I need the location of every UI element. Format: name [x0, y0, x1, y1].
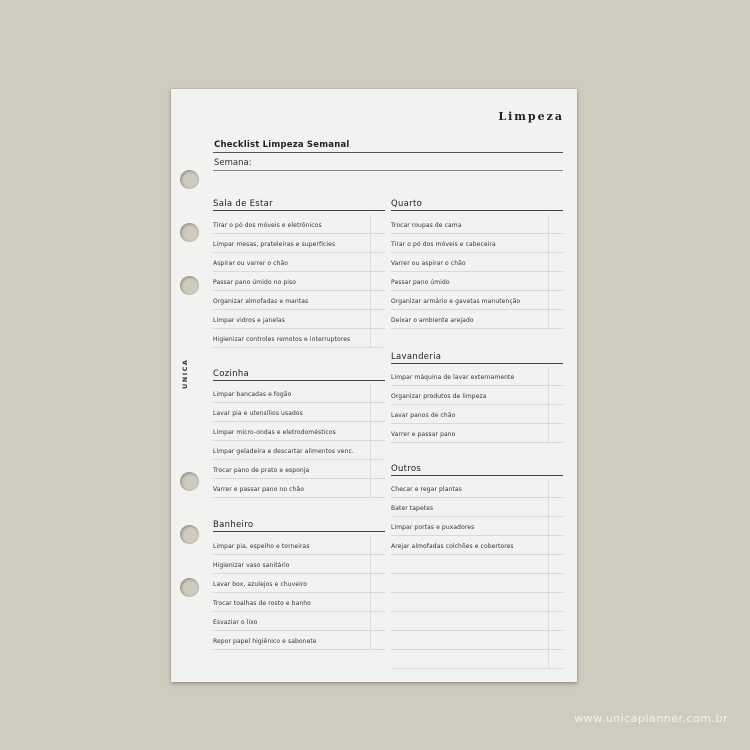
check-column-divider	[548, 234, 549, 252]
checklist-row[interactable]	[391, 498, 563, 517]
checklist-row[interactable]	[391, 424, 563, 443]
checklist-item-label: Higienizar controles remotos e interruptores	[213, 336, 351, 343]
section-rule	[213, 210, 385, 211]
check-column-divider	[370, 612, 371, 630]
checklist-row[interactable]	[213, 460, 385, 479]
checklist-row[interactable]	[213, 574, 385, 593]
check-column-divider	[370, 422, 371, 440]
checklist-item-label: Trocar roupas de cama	[391, 222, 462, 229]
check-column-divider	[548, 291, 549, 309]
checklist-row[interactable]	[213, 272, 385, 291]
check-column-divider	[548, 650, 549, 668]
checklist-item-label: Limpar micro-ondas e eletrodomésticos	[213, 429, 336, 436]
section-rule	[213, 380, 385, 381]
check-column-divider	[548, 555, 549, 573]
checklist-item-label: Organizar produtos de limpeza	[391, 393, 487, 400]
checklist-row[interactable]	[391, 631, 563, 650]
check-column-divider	[548, 574, 549, 592]
section-title-sala: Sala de Estar	[213, 199, 273, 209]
check-column-divider	[370, 215, 371, 233]
binder-hole	[180, 578, 199, 597]
section-title-outros: Outros	[391, 464, 422, 474]
binder-hole	[180, 170, 199, 189]
checklist-item-label: Varrer ou aspirar o chão	[391, 260, 466, 267]
page-heading: Limpeza	[498, 110, 564, 123]
week-field-line	[213, 170, 563, 171]
binder-hole	[180, 472, 199, 491]
section-rule	[213, 531, 385, 532]
section-title-cozinha: Cozinha	[213, 369, 250, 379]
checklist-item-label: Arejar almofadas colchões e cobertores	[391, 543, 514, 550]
checklist-row[interactable]	[391, 536, 563, 555]
check-column-divider	[370, 384, 371, 402]
checklist-item-label: Tirar o pó dos móveis e eletrônicos	[213, 222, 322, 229]
checklist-row[interactable]	[213, 631, 385, 650]
checklist-row[interactable]	[391, 555, 563, 574]
checklist-item-label: Limpar bancadas e fogão	[213, 391, 292, 398]
checklist-row[interactable]	[213, 215, 385, 234]
check-column-divider	[548, 612, 549, 630]
checklist-row[interactable]	[391, 574, 563, 593]
checklist-row[interactable]	[213, 593, 385, 612]
week-label: Semana:	[214, 158, 252, 168]
planner-page	[171, 89, 577, 682]
checklist-row[interactable]	[391, 405, 563, 424]
check-column-divider	[548, 405, 549, 423]
checklist-row[interactable]	[391, 612, 563, 631]
check-column-divider	[548, 310, 549, 328]
check-column-divider	[548, 498, 549, 516]
check-column-divider	[548, 517, 549, 535]
check-column-divider	[370, 479, 371, 497]
website-watermark: www.unicaplanner.com.br	[574, 712, 728, 725]
check-column-divider	[548, 479, 549, 497]
checklist-item-label: Aspirar ou varrer o chão	[213, 260, 289, 267]
check-column-divider	[370, 291, 371, 309]
checklist-item-label: Trocar toalhas de rosto e banho	[213, 600, 311, 607]
checklist-row[interactable]	[213, 384, 385, 403]
checklist-row[interactable]	[213, 329, 385, 348]
check-column-divider	[548, 215, 549, 233]
checklist-item-label: Tirar o pó dos móveis e cabeceira	[391, 241, 496, 248]
checklist-item-label: Trocar pano de prato e esponja	[213, 467, 310, 474]
checklist-row[interactable]	[213, 441, 385, 460]
check-column-divider	[370, 631, 371, 649]
checklist-row[interactable]	[213, 291, 385, 310]
check-column-divider	[370, 310, 371, 328]
check-column-divider	[548, 367, 549, 385]
check-column-divider	[548, 272, 549, 290]
checklist-row[interactable]	[391, 291, 563, 310]
checklist-row[interactable]	[391, 593, 563, 612]
check-column-divider	[548, 536, 549, 554]
checklist-row[interactable]	[391, 367, 563, 386]
checklist-item-label: Organizar armário e gavetas manutenção	[391, 298, 521, 305]
check-column-divider	[370, 329, 371, 347]
checklist-item-label: Passar pano úmido no piso	[213, 279, 297, 286]
checklist-row[interactable]	[213, 479, 385, 498]
checklist-row[interactable]	[213, 310, 385, 329]
check-column-divider	[370, 593, 371, 611]
check-column-divider	[548, 631, 549, 649]
checklist-item-label: Limpar máquina de lavar externamente	[391, 374, 515, 381]
checklist-item-label: Esvaziar o lixo	[213, 619, 258, 626]
check-column-divider	[370, 441, 371, 459]
checklist-item-label: Bater tapetes	[391, 505, 434, 512]
checklist-item-label: Lavar pia e utensílios usados	[213, 410, 303, 417]
checklist-row[interactable]	[213, 555, 385, 574]
check-column-divider	[548, 593, 549, 611]
binder-hole	[180, 525, 199, 544]
checklist-item-label: Organizar almofadas e mantas	[213, 298, 309, 305]
section-title-quarto: Quarto	[391, 199, 423, 209]
section-rule	[391, 363, 563, 364]
check-column-divider	[548, 424, 549, 442]
section-title-lavanderia: Lavanderia	[391, 352, 442, 362]
check-column-divider	[370, 403, 371, 421]
checklist-row[interactable]	[391, 253, 563, 272]
section-title-banheiro: Banheiro	[213, 520, 254, 530]
checklist-item-label: Checar e regar plantas	[391, 486, 462, 493]
checklist-item-label: Lavar box, azulejos e chuveiro	[213, 581, 308, 588]
checklist-row[interactable]	[391, 386, 563, 405]
binder-hole	[180, 223, 199, 242]
checklist-row[interactable]	[391, 479, 563, 498]
check-column-divider	[370, 460, 371, 478]
check-column-divider	[370, 536, 371, 554]
checklist-item-label: Limpar geladeira e descartar alimentos venc.	[213, 448, 354, 455]
checklist-row[interactable]	[213, 422, 385, 441]
checklist-row[interactable]	[391, 310, 563, 329]
check-column-divider	[548, 253, 549, 271]
checklist-row[interactable]	[391, 650, 563, 669]
checklist-item-label: Varrer e passar pano no chão	[213, 486, 304, 493]
checklist-item-label: Varrer e passar pano	[391, 431, 456, 438]
check-column-divider	[548, 386, 549, 404]
checklist-item-label: Lavar panos de chão	[391, 412, 456, 419]
checklist-row[interactable]	[213, 612, 385, 631]
checklist-row[interactable]	[391, 215, 563, 234]
check-column-divider	[370, 234, 371, 252]
check-column-divider	[370, 574, 371, 592]
checklist-row[interactable]	[391, 517, 563, 536]
brand-side-label: UNICA	[181, 358, 189, 389]
check-column-divider	[370, 253, 371, 271]
checklist-title: Checklist Limpeza Semanal	[214, 140, 350, 150]
checklist-row[interactable]	[391, 234, 563, 253]
section-rule	[391, 210, 563, 211]
checklist-row[interactable]	[213, 536, 385, 555]
check-column-divider	[370, 555, 371, 573]
checklist-item-label: Limpar portas e puxadores	[391, 524, 475, 531]
checklist-item-label: Limpar pia, espelho e torneiras	[213, 543, 310, 550]
checklist-item-label: Limpar mesas, prateleiras e superfícies	[213, 241, 336, 248]
checklist-row[interactable]	[213, 403, 385, 422]
title-rule	[213, 152, 563, 153]
binder-hole	[180, 276, 199, 295]
checklist-item-label: Repor papel higiênico e sabonete	[213, 638, 317, 645]
checklist-row[interactable]	[213, 253, 385, 272]
check-column-divider	[370, 272, 371, 290]
checklist-item-label: Higienizar vaso sanitário	[213, 562, 290, 569]
checklist-item-label: Passar pano úmido	[391, 279, 450, 286]
checklist-item-label: Limpar vidros e janelas	[213, 317, 285, 324]
checklist-item-label: Deixar o ambiente arejado	[391, 317, 474, 324]
checklist-row[interactable]	[213, 234, 385, 253]
checklist-row[interactable]	[391, 272, 563, 291]
section-rule	[391, 475, 563, 476]
